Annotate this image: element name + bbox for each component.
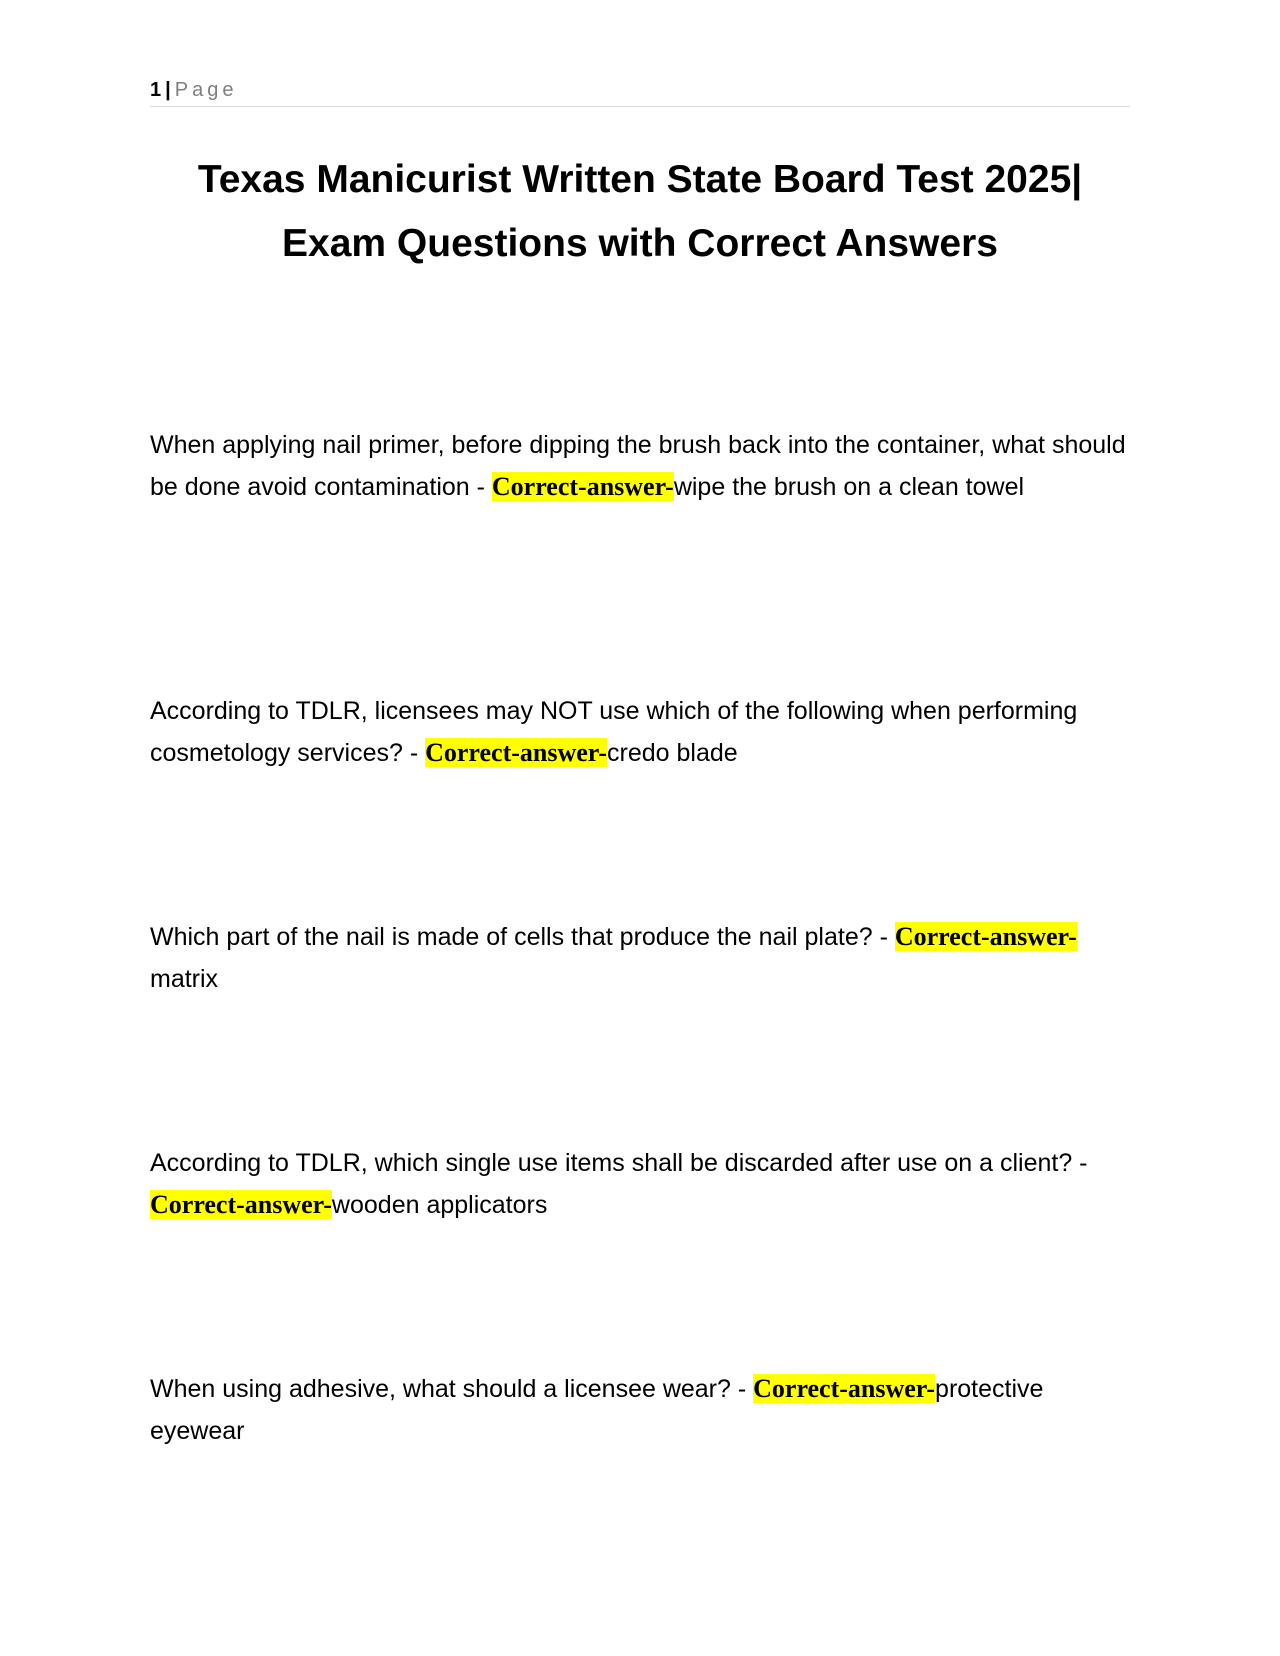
page-separator: |: [165, 79, 171, 101]
qa-item-3: [150, 916, 1140, 1000]
page-header: [150, 76, 1130, 107]
correct-answer-label: Correct-answer-: [150, 1190, 332, 1219]
shared-answer-label: [0, 0, 1, 1]
answer-text: matrix: [150, 965, 219, 993]
correct-answer-label: Correct-answer-: [753, 1374, 936, 1403]
question-text: According to TDLR, licensees may NOT use which of the following when performing cosmetology services? -: [150, 697, 1078, 767]
document-title: [150, 148, 1130, 276]
question-text: When using adhesive, what should a licensee wear? -: [150, 1375, 754, 1403]
title-line-2: Exam Questions with Correct Answers: [282, 222, 998, 265]
title-line-1: Texas Manicurist Written State Board Test 2025|: [197, 158, 1083, 201]
answer-text: credo blade: [607, 739, 738, 767]
answer-text: wooden applicators: [331, 1191, 548, 1219]
correct-answer-label: Correct-answer-: [894, 922, 1077, 951]
qa-item-4: [150, 1142, 1140, 1226]
correct-answer-label: Correct-answer-: [425, 738, 608, 767]
qa-item-1: [150, 424, 1140, 508]
answer-text: protective eyewear: [150, 1375, 1044, 1445]
question-text: When applying nail primer, before dipping the brush back into the container, what should be done avoid contamination -: [150, 431, 1126, 501]
question-text: According to TDLR, which single use items shall be discarded after use on a client? -: [150, 1149, 1088, 1177]
page-number: 1: [150, 79, 162, 101]
question-text: Which part of the nail is made of cells that produce the nail plate? -: [150, 923, 895, 951]
page-word: Page: [174, 79, 238, 101]
correct-answer-label: Correct-answer-: [491, 472, 674, 501]
answer-text: wipe the brush on a clean towel: [673, 473, 1025, 501]
qa-item-5: [150, 1368, 1140, 1452]
qa-item-2: [150, 690, 1140, 774]
